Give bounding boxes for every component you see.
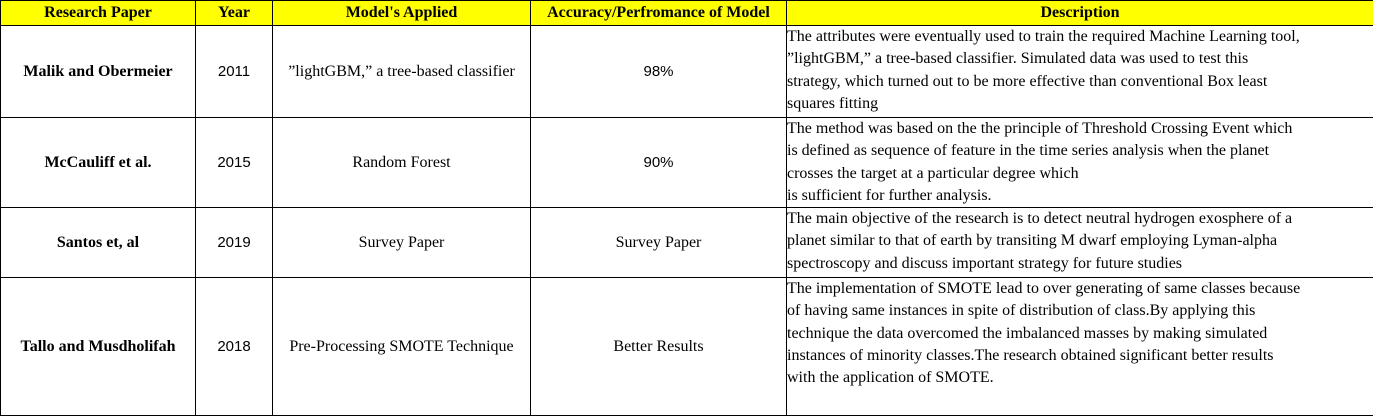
cell-year[interactable]: 2011 — [196, 26, 273, 118]
cell-paper[interactable]: McCauliff et al. — [1, 118, 196, 208]
table-row — [1, 278, 1373, 416]
description-line: technique the data overcomed the imbalanced masses by making simulated — [787, 324, 1268, 342]
cell-model[interactable]: Survey Paper — [273, 208, 531, 278]
cell-paper[interactable]: Tallo and Musdholifah — [1, 278, 196, 416]
description-line: instances of minority classes.The research obtained significant better results — [787, 347, 1274, 365]
description-line: planet similar to that of earth by transiting M dwarf employing Lyman-alpha — [787, 232, 1278, 250]
description-line: of having same instances in spite of distribution of class.By applying this — [787, 302, 1256, 320]
cell-description[interactable] — [787, 118, 1373, 208]
table-row — [1, 118, 1373, 208]
header-models-applied[interactable]: Model's Applied — [273, 1, 531, 26]
cell-year[interactable]: 2018 — [196, 278, 273, 416]
cell-description[interactable] — [787, 208, 1373, 278]
header-row — [1, 1, 1373, 26]
description-line: ”lightGBM,” a tree-based classifier. Simulated data was used to test this — [787, 50, 1249, 68]
description-line: strategy, which turned out to be more effective than conventional Box least — [787, 72, 1268, 90]
description-line: is sufficient for further analysis. — [787, 186, 992, 204]
description-line: squares fitting — [787, 94, 879, 112]
table-row — [1, 26, 1373, 118]
description-line: The method was based on the the principle of Threshold Crossing Event which — [787, 120, 1293, 137]
cell-model[interactable]: Pre-Processing SMOTE Technique — [273, 278, 531, 416]
cell-accuracy[interactable]: 98% — [531, 26, 787, 118]
table-row — [1, 208, 1373, 278]
cell-year[interactable]: 2019 — [196, 208, 273, 278]
description-line: The main objective of the research is to detect neutral hydrogen exosphere of a — [787, 210, 1293, 228]
header-accuracy[interactable]: Accuracy/Perfromance of Model — [531, 1, 787, 26]
cell-paper[interactable]: Malik and Obermeier — [1, 26, 196, 118]
header-research-paper[interactable]: Research Paper — [1, 1, 196, 26]
cell-year[interactable]: 2015 — [196, 118, 273, 208]
cell-accuracy[interactable]: Survey Paper — [531, 208, 787, 278]
cell-accuracy[interactable]: Better Results — [531, 278, 787, 416]
cell-description[interactable] — [787, 26, 1373, 118]
description-line: The implementation of SMOTE lead to over generating of same classes because — [787, 280, 1301, 298]
cell-paper[interactable]: Santos et, al — [1, 208, 196, 278]
description-line: The attributes were eventually used to train the required Machine Learning tool, — [787, 28, 1300, 45]
description-line: spectroscopy and discuss important strategy for future studies — [787, 254, 1183, 272]
cell-model[interactable]: Random Forest — [273, 118, 531, 208]
description-line: is defined as sequence of feature in the time series analysis when the planet — [787, 142, 1270, 160]
description-line: with the application of SMOTE. — [787, 369, 994, 387]
header-year[interactable]: Year — [196, 1, 273, 26]
header-description[interactable]: Description — [787, 1, 1373, 26]
cell-accuracy[interactable]: 90% — [531, 118, 787, 208]
cell-description[interactable] — [787, 278, 1373, 416]
cell-model[interactable]: ”lightGBM,” a tree-based classifier — [273, 26, 531, 118]
description-line: crosses the target at a particular degree which — [787, 164, 1079, 182]
